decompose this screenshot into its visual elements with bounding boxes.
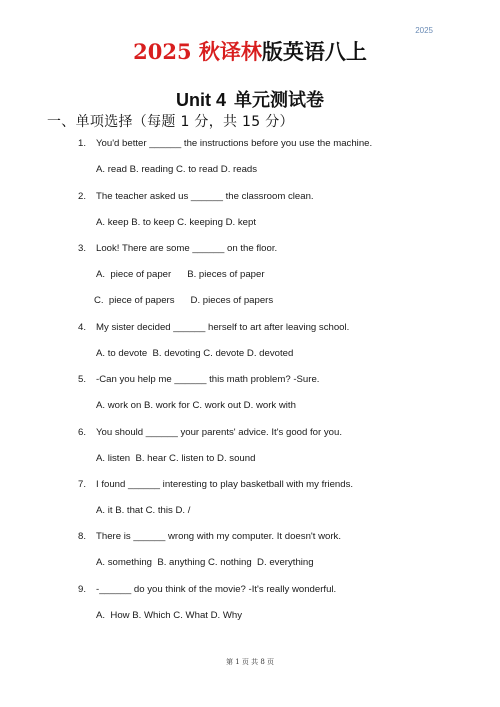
question-text: There is ______ wrong with my computer. It doesn't work.: [96, 531, 341, 542]
question-text: You should ______ your parents' advice. It's good for you.: [96, 427, 342, 438]
question-text: I found ______ interesting to play basketball with my friends.: [96, 479, 354, 490]
question-options: A. keep B. to keep C. keeping D. kept: [96, 217, 256, 228]
question-item: [78, 479, 353, 490]
question-number: 5.: [78, 374, 87, 385]
question-number: 2.: [78, 191, 87, 202]
document-title-black-part: 版英语八上: [261, 39, 367, 64]
question-item: [78, 374, 319, 385]
question-item: [78, 243, 277, 254]
question-number: 3.: [78, 243, 87, 254]
document-title-red-part: 2025 秋译林: [133, 39, 262, 64]
question-number: 1.: [78, 138, 87, 149]
question-options: A. read B. reading C. to read D. reads: [96, 164, 258, 175]
unit-title: [0, 86, 500, 112]
question-text: Look! There are some ______ on the floor.: [96, 243, 278, 254]
question-text: The teacher asked us ______ the classroom clean.: [96, 191, 314, 202]
question-text: -Can you help me ______ this math problem? -Sure.: [96, 374, 320, 385]
question-options: A. it B. that C. this D. /: [96, 505, 191, 516]
unit-title-cn: 单元测试卷: [234, 90, 324, 111]
section-heading: 一、单项选择（每题 1 分，共 15 分）: [47, 114, 294, 130]
unit-title-en: Unit 4: [175, 90, 226, 110]
question-item: [78, 138, 372, 149]
question-item: [78, 191, 314, 202]
question-item: [78, 427, 342, 438]
question-number: 9.: [78, 584, 87, 595]
question-options: A. piece of paper B. pieces of paper: [96, 269, 265, 280]
question-text: You'd better ______ the instructions before you use the machine.: [96, 138, 373, 149]
question-number: 8.: [78, 531, 87, 542]
question-text: My sister decided ______ herself to art after leaving school.: [96, 322, 350, 333]
question-options: A. work on B. work for C. work out D. work with: [96, 400, 296, 411]
question-options: C. piece of papers D. pieces of papers: [94, 295, 274, 306]
question-item: [78, 584, 336, 595]
question-number: 6.: [78, 427, 87, 438]
question-item: [78, 531, 341, 542]
page-footer: 第 1 页 共 8 页: [225, 658, 275, 666]
question-item: [78, 322, 349, 333]
question-options: A. to devote B. devoting C. devote D. devoted: [96, 348, 294, 359]
question-options: A. listen B. hear C. listen to D. sound: [96, 453, 256, 464]
question-number: 4.: [78, 322, 87, 333]
question-number: 7.: [78, 479, 87, 490]
corner-year-label: 2025: [415, 26, 433, 35]
question-options: A. How B. Which C. What D. Why: [96, 610, 243, 621]
question-text: -______ do you think of the movie? -It's really wonderful.: [96, 584, 337, 595]
question-options: A. something B. anything C. nothing D. everything: [96, 557, 314, 568]
document-title: [0, 36, 500, 66]
